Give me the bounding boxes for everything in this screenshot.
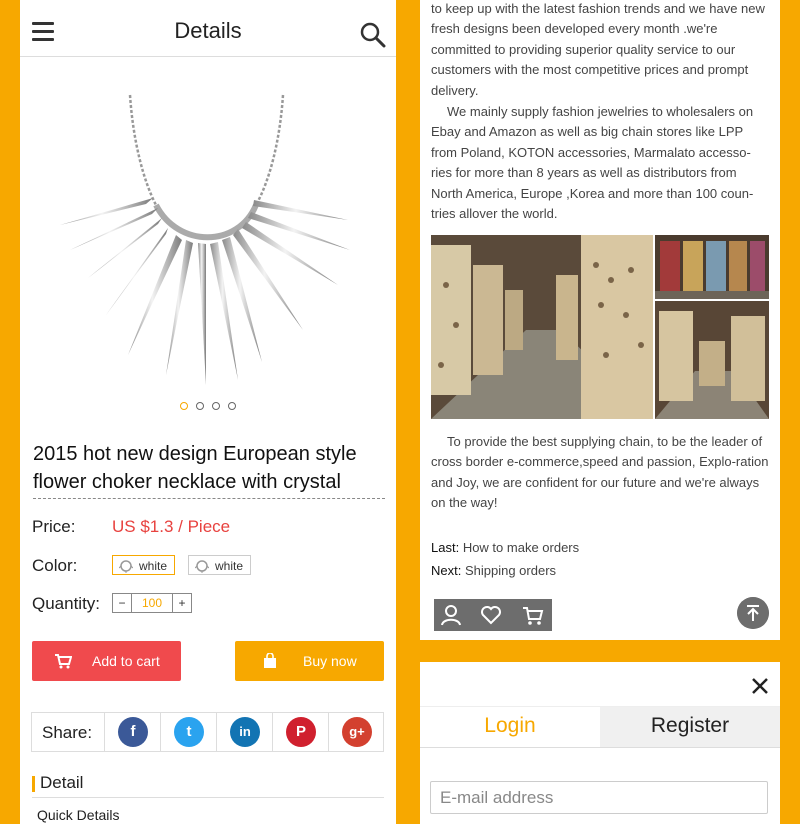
previous-article-row xyxy=(431,540,579,555)
showroom-photo[interactable] xyxy=(655,235,769,299)
share-linkedin[interactable] xyxy=(216,713,273,751)
google-plus-icon: g+ xyxy=(342,717,372,747)
price-label: Price: xyxy=(32,517,76,536)
product-image[interactable] xyxy=(48,80,378,395)
quantity-increment-button[interactable]: + xyxy=(172,594,191,612)
carousel-dot[interactable] xyxy=(180,402,188,410)
email-field[interactable] xyxy=(430,781,768,814)
color-option-white[interactable] xyxy=(188,555,251,575)
article-paragraph: to keep up with the latest fashion trends and we have new fresh designs been developed every month .we're committed to providing superior quality service to our customers with the most competitive prices and prompt delivery. xyxy=(431,1,765,98)
share-google-plus[interactable] xyxy=(328,713,385,751)
share-bar xyxy=(31,712,384,752)
next-article-link[interactable]: Shipping orders xyxy=(464,563,557,578)
pinterest-icon: P xyxy=(286,717,316,747)
buy-now-button[interactable] xyxy=(235,641,384,681)
product-title: 2015 hot new design European style flower choker necklace with crystal xyxy=(33,440,385,499)
buy-now-label: Buy now xyxy=(303,653,357,669)
detail-heading: Detail xyxy=(40,773,84,792)
login-panel xyxy=(420,662,780,824)
showroom-gallery xyxy=(431,235,769,419)
section-accent-bar xyxy=(32,776,35,792)
cart-icon[interactable] xyxy=(522,604,544,626)
showroom-photo[interactable] xyxy=(431,235,653,419)
carousel-dot[interactable] xyxy=(196,402,204,410)
article-paragraph: To provide the best supplying chain, to be the leader of cross border e-commerce,speed and passion, Explo-ration and Joy, we are confident for our future and we're always on the way! xyxy=(431,434,769,511)
header-bar xyxy=(20,0,396,57)
share-facebook[interactable] xyxy=(104,713,161,751)
price-value: US $1.3 / Piece xyxy=(112,517,231,536)
carousel-dot[interactable] xyxy=(212,402,220,410)
color-label: Color: xyxy=(32,556,78,575)
tab-register[interactable]: Register xyxy=(600,707,780,747)
article-panel xyxy=(420,0,780,640)
linkedin-icon: in xyxy=(230,717,260,747)
color-option-label: white xyxy=(215,559,244,573)
twitter-icon: t xyxy=(174,717,204,747)
back-to-top-icon[interactable] xyxy=(737,597,769,629)
carousel-dot[interactable] xyxy=(228,402,236,410)
previous-label: Last: xyxy=(431,540,460,555)
add-to-cart-label: Add to cart xyxy=(92,653,160,669)
necklace-thumb-icon xyxy=(119,559,133,573)
page-title: Details xyxy=(174,18,242,43)
search-icon[interactable] xyxy=(360,22,386,48)
heart-icon[interactable] xyxy=(480,604,502,626)
quick-details-heading: Quick Details xyxy=(37,807,120,823)
quantity-input[interactable]: 100 xyxy=(141,596,163,610)
bottom-toolbar xyxy=(434,599,552,631)
auth-tabs xyxy=(420,706,780,748)
facebook-icon: f xyxy=(118,717,148,747)
share-pinterest[interactable] xyxy=(272,713,329,751)
detail-section-header xyxy=(32,773,384,798)
color-option-white[interactable] xyxy=(112,555,175,575)
showroom-photo[interactable] xyxy=(655,301,769,419)
carousel-dots xyxy=(20,402,396,410)
next-label: Next: xyxy=(431,563,462,578)
quantity-stepper xyxy=(112,593,192,613)
color-option-label: white xyxy=(139,559,168,573)
next-article-row xyxy=(431,563,556,578)
user-icon[interactable] xyxy=(440,604,462,626)
cart-icon xyxy=(54,653,72,669)
add-to-cart-button[interactable] xyxy=(32,641,181,681)
quantity-label: Quantity: xyxy=(32,594,101,613)
necklace-thumb-icon xyxy=(195,559,209,573)
share-label: Share: xyxy=(42,723,93,742)
share-twitter[interactable] xyxy=(160,713,217,751)
tab-login[interactable]: Login xyxy=(420,707,600,747)
previous-article-link[interactable]: How to make orders xyxy=(462,540,580,555)
close-icon[interactable] xyxy=(750,676,770,696)
article-paragraph: We mainly supply fashion jewelries to wholesalers on Ebay and Amazon as well as big chain stores like LPP from Poland, KOTON accessories, Marmalato accesso-ries for more than 8 years as well as distributors from North America, Europe ,Korea and more than 100 coun-tries allover the world. xyxy=(431,104,754,222)
shopping-bag-icon xyxy=(263,653,277,669)
quantity-decrement-button[interactable]: − xyxy=(113,594,132,612)
product-details-panel xyxy=(20,0,396,824)
